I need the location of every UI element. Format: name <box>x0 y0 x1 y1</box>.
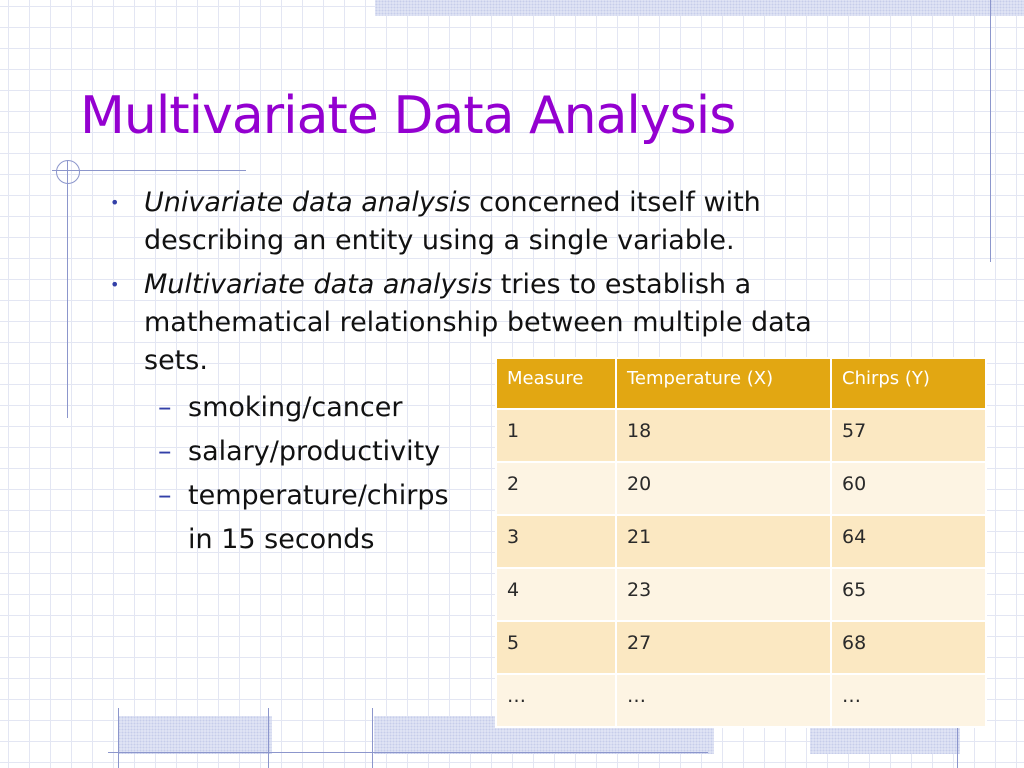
bottom-horizontal-rule <box>108 752 708 753</box>
bullet-item <box>100 184 880 260</box>
slide-title: Multivariate Data Analysis <box>80 86 736 146</box>
table-row <box>496 674 986 727</box>
top-dotted-band <box>375 0 1024 16</box>
bullet-list <box>100 184 880 386</box>
table-cell: 65 <box>831 568 986 621</box>
sub-bullet-item <box>158 386 449 430</box>
sub-bullet-text: smoking/cancer <box>188 392 403 423</box>
table-row <box>496 515 986 568</box>
sub-bullet-item <box>158 430 449 474</box>
table-cell: 60 <box>831 462 986 515</box>
table-cell: 3 <box>496 515 616 568</box>
bullet-icon: • <box>110 275 120 294</box>
measurement-table <box>495 357 987 728</box>
bottom-vertical-rule-2 <box>268 708 269 768</box>
bottom-dotted-block-left <box>118 716 272 754</box>
bullet-text: concerned itself with describing an entity using a single variable. <box>144 187 761 256</box>
table-cell: 20 <box>616 462 831 515</box>
bullet-icon: • <box>110 193 120 212</box>
table-row <box>496 568 986 621</box>
right-vertical-rule <box>990 0 991 262</box>
table-cell: 57 <box>831 409 986 462</box>
bottom-vertical-rule-3 <box>372 708 373 768</box>
dash-icon: – <box>158 392 172 423</box>
table-row <box>496 621 986 674</box>
sub-bullet-text: salary/productivity <box>188 436 441 467</box>
table-cell: 2 <box>496 462 616 515</box>
sub-bullet-text: in 15 seconds <box>188 524 375 555</box>
table-cell: … <box>831 674 986 727</box>
table-cell: … <box>496 674 616 727</box>
table-cell: 18 <box>616 409 831 462</box>
table-cell: 64 <box>831 515 986 568</box>
table-cell: 5 <box>496 621 616 674</box>
sub-bullet-item <box>158 474 449 518</box>
table-cell: 21 <box>616 515 831 568</box>
sub-bullet-continuation <box>158 518 449 562</box>
bottom-vertical-rule-1 <box>118 708 119 768</box>
table-cell: 4 <box>496 568 616 621</box>
sub-bullet-text: temperature/chirps <box>188 480 449 511</box>
table-cell: 68 <box>831 621 986 674</box>
table-header-row <box>496 358 986 409</box>
bullet-emphasis: Multivariate data analysis <box>144 269 493 300</box>
bullet-text: tries to establish a mathematical relationship between multiple data sets. <box>144 269 812 376</box>
title-underline-rule <box>52 170 246 171</box>
crosshair-icon <box>56 160 80 184</box>
column-header-chirps: Chirps (Y) <box>831 358 986 409</box>
bullet-emphasis: Univariate data analysis <box>144 187 471 218</box>
table-cell: 27 <box>616 621 831 674</box>
table-cell: … <box>616 674 831 727</box>
left-vertical-rule <box>67 160 68 418</box>
table-cell: 1 <box>496 409 616 462</box>
table-row <box>496 409 986 462</box>
dash-icon: – <box>158 436 172 467</box>
sub-bullet-list <box>158 386 449 562</box>
column-header-temperature: Temperature (X) <box>616 358 831 409</box>
table-row <box>496 462 986 515</box>
dash-icon: – <box>158 480 172 511</box>
table-cell: 23 <box>616 568 831 621</box>
column-header-measure: Measure <box>496 358 616 409</box>
